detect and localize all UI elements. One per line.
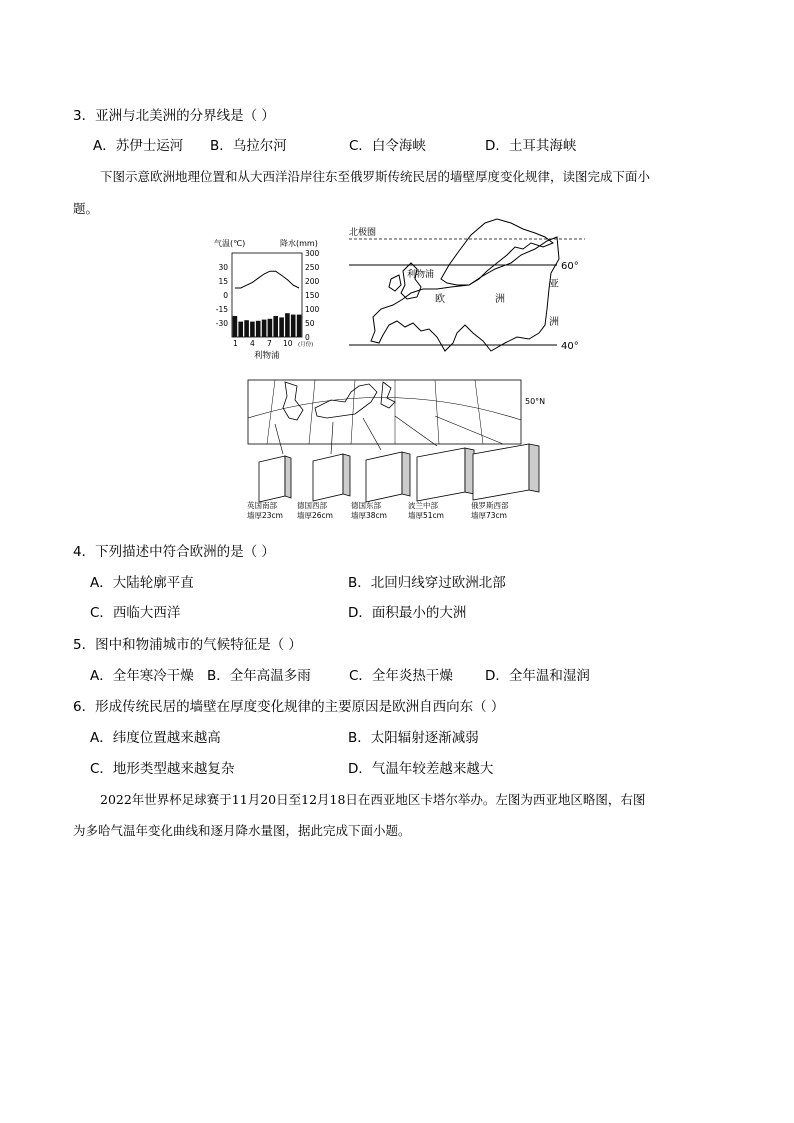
wall-block-5-side [529,444,539,492]
precip-bar-month-1 [233,316,238,337]
asia-label-1: 亚 [549,279,559,290]
wall-5-region: 俄罗斯西部 [471,501,509,510]
month-tick-4: 4 [250,339,255,348]
q4-option-b: B．北回归线穿过欧洲北部 [348,575,506,591]
climate-chart [212,236,330,366]
question-6-stem: 6．形成传统民居的墙壁在厚度变化规律的主要原因是欧洲自西向东（ ） [73,699,505,715]
q4-option-d: D．面积最小的大洲 [348,605,467,621]
wall-5-thickness: 墙厚73cm [471,511,507,520]
month-unit: (月份) [298,342,314,348]
continent-outline [371,237,559,351]
q5-option-c: C．全年炎热干燥 [349,668,453,684]
europe-location-map [345,213,590,358]
precip-bar-month-3 [244,320,249,337]
temp-tick-minus-30: -30 [215,319,228,328]
q3-option-b: B．乌拉尔河 [210,138,287,154]
coast-baltic [381,382,395,408]
wall-block-1-front [259,456,285,502]
map-city-label: 利物浦 [407,270,435,280]
q5-option-d: D．全年温和湿润 [485,668,590,684]
lat-50-arc [248,397,521,420]
europe-label-2: 洲 [495,294,505,305]
precip-bar-month-2 [238,322,243,337]
question-5-stem: 5．图中和物浦城市的气候特征是（ ） [73,637,302,653]
meridian-2 [309,380,315,444]
q5-option-a: A．全年寒冷干燥 [90,668,194,684]
wall-4-thickness: 墙厚51cm [408,511,444,520]
wall-thickness-map [245,378,555,523]
temp-tick-minus-15: -15 [215,305,228,314]
intro-1-line-1: 下图示意欧洲地理位置和从大西洋沿岸往东至俄罗斯传统民居的墙壁厚度变化规律，读图完成下面小 [100,169,651,184]
meridian-5 [435,380,439,444]
pointer-1 [275,424,283,454]
precip-tick-200: 200 [305,277,320,286]
temp-tick-30: 30 [218,263,228,272]
wall-block-4-front [417,448,465,501]
q3-option-a: A．苏伊士运河 [93,138,184,154]
scandinavia-outline [441,219,553,285]
precip-tick-0: 0 [305,333,310,342]
precip-bar-month-6 [262,320,267,337]
precip-bar-month-11 [291,315,296,337]
wall-3-thickness: 墙厚38cm [351,511,387,520]
pointer-4 [395,416,437,446]
ireland-outline [389,275,401,291]
lat-40-label: 40° [561,341,579,352]
wall-1-thickness: 墙厚23cm [247,511,283,520]
month-tick-7: 7 [267,339,272,348]
q6-option-c: C．地形类型越来越复杂 [90,761,235,777]
temp-tick-0: 0 [223,291,228,300]
precip-tick-250: 250 [305,263,320,272]
q4-option-c: C．西临大西洋 [90,605,181,621]
wall-block-1-side [285,456,291,498]
lat-50n-label: 50°N [525,397,546,406]
precip-bar-month-10 [285,313,290,337]
precip-bar-month-12 [297,315,302,337]
precip-bar-month-5 [256,321,261,337]
question-4-stem: 4．下列描述中符合欧洲的是（ ） [73,544,275,560]
asia-label-2: 洲 [549,317,559,328]
temp-axis-label: 气温(℃) [214,239,246,248]
wall-blocks [259,444,539,502]
wall-block-3-side [402,452,410,496]
precip-bar-month-8 [273,316,278,337]
coast-britain [283,382,303,420]
q3-option-c: C．白令海峡 [349,138,426,154]
q4-option-a: A．大陆轮廓平直 [90,575,194,591]
q3-option-d: D．土耳其海峡 [485,138,577,154]
precip-tick-100: 100 [305,305,320,314]
q6-option-b: B．太阳辐射逐渐减弱 [348,730,479,746]
precip-axis-label: 降水(mm) [280,239,318,248]
wall-1-region: 英国南部 [247,501,277,510]
precip-bars [233,313,302,337]
wall-block-3-front [366,452,402,502]
wall-block-2-front [313,454,343,501]
intro-2-line-2: 为多哈气温年变化曲线和逐月降水量图，据此完成下面小题。 [73,823,411,838]
temp-tick-15: 15 [218,277,228,286]
wall-4-region: 波兰中部 [408,501,438,510]
q5-option-b: B．全年高温多雨 [207,668,311,684]
arctic-circle-label: 北极圈 [349,228,377,238]
chart-city-label: 利物浦 [254,351,280,361]
wall-2-region: 德国西部 [297,501,327,510]
intro-1-line-2: 题。 [73,201,99,216]
month-tick-10: 10 [283,339,293,348]
question-3-stem: 3．亚洲与北美洲的分界线是（ ） [73,108,275,124]
month-tick-1: 1 [233,339,238,348]
precip-bar-month-9 [279,317,284,337]
precip-tick-150: 150 [305,291,320,300]
intro-2-line-1: 2022年世界杯足球赛于11月20日至12月18日在西亚地区卡塔尔举办。左图为西亚地区略图，右图 [100,792,646,807]
wall-3-region: 德国东部 [351,501,381,510]
q6-option-a: A．纬度位置越来越高 [90,730,221,746]
wall-block-5-front [473,444,529,500]
precip-bar-month-7 [268,319,273,337]
wall-2-thickness: 墙厚26cm [297,511,333,520]
precip-bar-month-4 [250,322,255,337]
q6-option-d: D．气温年较差越来越大 [348,761,494,777]
pointer-3 [363,418,381,450]
pointer-5 [435,416,503,444]
temp-curve [235,271,299,288]
precip-tick-300: 300 [305,249,320,258]
lat-60-label: 60° [561,261,579,272]
pointer-2 [331,422,333,454]
europe-label-1: 欧 [435,294,445,305]
precip-tick-50: 50 [305,319,315,328]
wall-block-2-side [343,454,350,496]
